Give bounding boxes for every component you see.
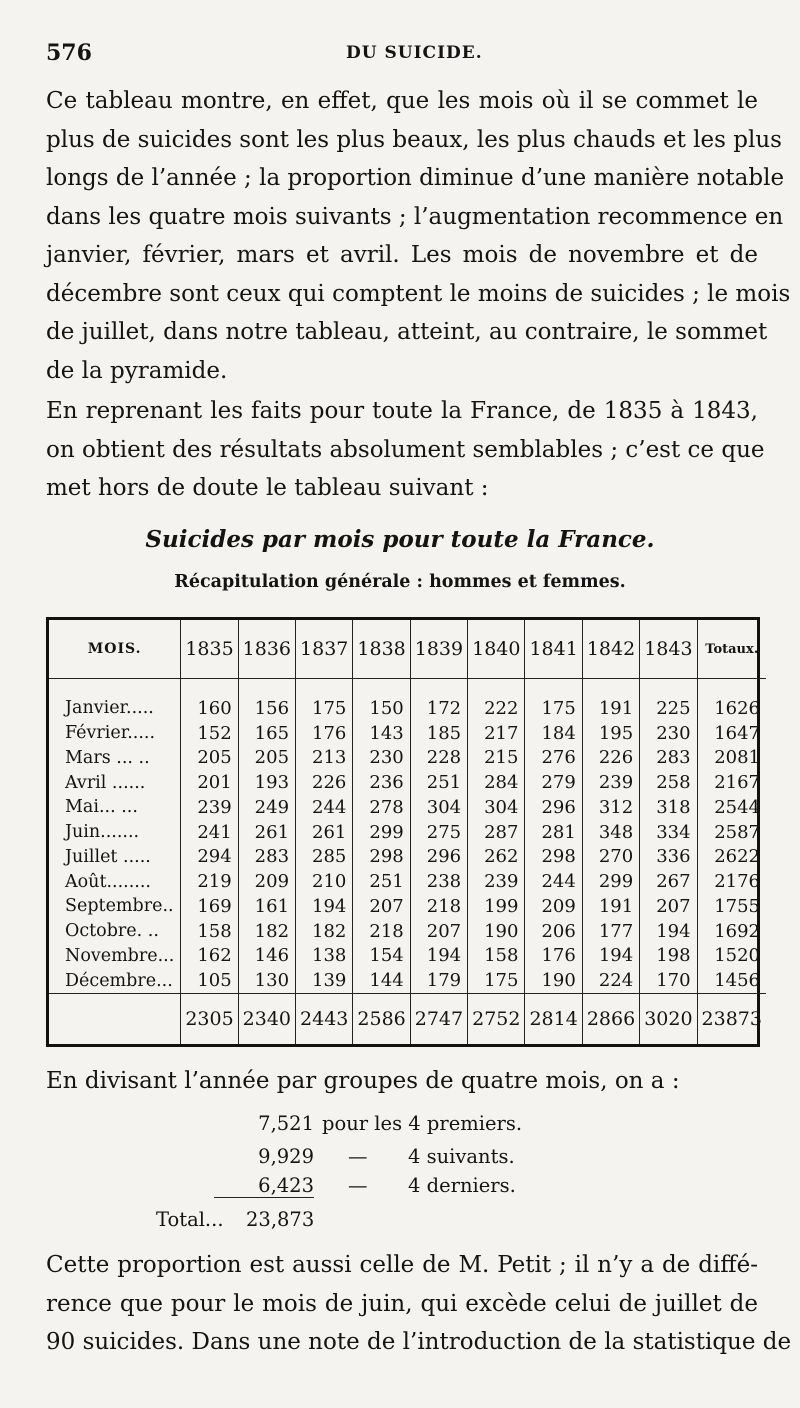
value-cell: 1755: [697, 894, 766, 919]
group-number: 9,929: [258, 1145, 314, 1168]
text-line: 90 suicides. Dans une note de l’introduction de la statistique de: [46, 1329, 792, 1355]
value-cell: 283: [640, 745, 697, 770]
value-cell: 226: [582, 745, 639, 770]
value-cell: 158: [181, 919, 238, 944]
value-cell: 199: [468, 894, 525, 919]
second-paragraph: [46, 392, 765, 508]
value-cell: 287: [468, 820, 525, 845]
value-cell: 209: [238, 869, 295, 894]
value-cell: 146: [238, 943, 295, 968]
value-cell: 219: [181, 869, 238, 894]
month-cell: Janvier.....: [65, 698, 154, 719]
text-line: longs de l’année ; la proportion diminue d’une manière notable: [46, 165, 785, 191]
intro-paragraph: [46, 82, 791, 390]
value-cell: 209: [525, 894, 582, 919]
header-cell-year: 1838: [353, 620, 410, 679]
value-cell: 312: [582, 795, 639, 820]
value-cell: 238: [410, 869, 467, 894]
spacer-cell: [353, 679, 410, 696]
text-line: Cette proportion est aussi celle de M. Petit ; il n’y a de diffé-: [46, 1252, 758, 1278]
header-cell-year: 1841: [525, 620, 582, 679]
header-row: [49, 620, 766, 679]
value-cell: 318: [640, 795, 697, 820]
total-cell: 2752: [468, 994, 525, 1045]
value-cell: 239: [181, 795, 238, 820]
total-cell: 2866: [582, 994, 639, 1045]
value-cell: 176: [525, 943, 582, 968]
value-cell: 304: [468, 795, 525, 820]
value-cell: 241: [181, 820, 238, 845]
group-text: pour les 4 premiers.: [322, 1112, 523, 1135]
value-cell: 206: [525, 919, 582, 944]
header-cell-year: 1839: [410, 620, 467, 679]
group-number: 7,521: [258, 1112, 314, 1135]
value-cell: 172: [410, 696, 467, 721]
value-cell: 284: [468, 770, 525, 795]
value-cell: 336: [640, 844, 697, 869]
value-cell: 278: [353, 795, 410, 820]
header-cell-year: 1840: [468, 620, 525, 679]
spacer-cell: [468, 679, 525, 696]
table-row: [49, 919, 766, 944]
table-row: [49, 869, 766, 894]
value-cell: 249: [238, 795, 295, 820]
month-cell: Novembre...: [65, 945, 175, 966]
group-text: 4 suivants.: [408, 1145, 515, 1168]
value-cell: 160: [181, 696, 238, 721]
month-cell: Décembre...: [65, 970, 173, 991]
value-cell: 1520: [697, 943, 766, 968]
value-cell: 2544: [697, 795, 766, 820]
running-title: DU SUICIDE.: [346, 43, 483, 63]
value-cell: 261: [296, 820, 353, 845]
value-cell: 230: [640, 721, 697, 746]
group-number: 6,423: [214, 1174, 314, 1198]
total-cell: 2305: [181, 994, 238, 1045]
text-line: rence que pour le mois de juin, qui excède celui de juillet de: [46, 1290, 758, 1317]
value-cell: 276: [525, 745, 582, 770]
table-subtitle: Récapitulation générale : hommes et femmes.: [174, 572, 626, 592]
spacer-cell: [296, 679, 353, 696]
value-cell: 348: [582, 820, 639, 845]
value-cell: 190: [525, 968, 582, 993]
value-cell: 226: [296, 770, 353, 795]
table-row: [49, 844, 766, 869]
month-cell: Avril ......: [65, 772, 146, 793]
group-total-number: 23,873: [246, 1208, 315, 1231]
value-cell: 1647: [697, 721, 766, 746]
month-cell: Juillet .....: [65, 846, 151, 867]
value-cell: 185: [410, 721, 467, 746]
month-cell: Octobre. ..: [65, 921, 159, 941]
value-cell: 205: [238, 745, 295, 770]
value-cell: 217: [468, 721, 525, 746]
spacer-cell: [525, 679, 582, 696]
table-row: [49, 795, 766, 820]
text-line: En divisant l’année par groupes de quatre mois, on a :: [46, 1068, 680, 1094]
table-row: [49, 745, 766, 770]
value-cell: 239: [468, 869, 525, 894]
value-cell: 184: [525, 721, 582, 746]
value-cell: 298: [525, 844, 582, 869]
value-cell: 296: [410, 844, 467, 869]
value-cell: 198: [640, 943, 697, 968]
value-cell: 177: [582, 919, 639, 944]
page-number: 576: [46, 40, 92, 66]
spacer-row: [49, 679, 766, 696]
header-cell-year: 1842: [582, 620, 639, 679]
month-cell: Septembre..: [65, 896, 174, 917]
closing-paragraph: [46, 1246, 792, 1362]
spacer-cell: [410, 679, 467, 696]
group-row: [0, 1145, 800, 1173]
group-summary: [0, 1112, 800, 1242]
header-cell-month: MOIS.: [49, 620, 181, 679]
value-cell: 299: [353, 820, 410, 845]
total-cell: 2747: [410, 994, 467, 1045]
value-cell: 144: [353, 968, 410, 993]
value-cell: 1626: [697, 696, 766, 721]
value-cell: 190: [468, 919, 525, 944]
value-cell: 236: [353, 770, 410, 795]
value-cell: 270: [582, 844, 639, 869]
value-cell: 218: [410, 894, 467, 919]
value-cell: 1456: [697, 968, 766, 993]
value-cell: 138: [296, 943, 353, 968]
text-line: En reprenant les faits pour toute la France, de 1835 à 1843,: [46, 398, 758, 424]
value-cell: 251: [410, 770, 467, 795]
value-cell: 191: [582, 894, 639, 919]
value-cell: 179: [410, 968, 467, 993]
totals-label-cell: [49, 994, 181, 1045]
table-row: [49, 770, 766, 795]
value-cell: 156: [238, 696, 295, 721]
text-line: on obtient des résultats absolument semblables ; c’est ce que: [46, 436, 765, 463]
value-cell: 191: [582, 696, 639, 721]
value-cell: 222: [468, 696, 525, 721]
value-cell: 225: [640, 696, 697, 721]
header-cell-year: 1836: [238, 620, 295, 679]
value-cell: 161: [238, 894, 295, 919]
page-header: [46, 40, 758, 70]
table-row: [49, 721, 766, 746]
value-cell: 175: [468, 968, 525, 993]
spacer-cell: [697, 679, 766, 696]
value-cell: 2622: [697, 844, 766, 869]
value-cell: 334: [640, 820, 697, 845]
table-row: [49, 943, 766, 968]
value-cell: 215: [468, 745, 525, 770]
month-cell: Août........: [65, 871, 151, 892]
month-cell: Février.....: [65, 723, 156, 743]
value-cell: 169: [181, 894, 238, 919]
text-line: de la pyramide.: [46, 357, 228, 384]
value-cell: 2167: [697, 770, 766, 795]
total-cell: 2443: [296, 994, 353, 1045]
value-cell: 170: [640, 968, 697, 993]
spacer-cell: [49, 679, 181, 696]
text-line: janvier, février, mars et avril. Les mois de novembre et de: [46, 242, 758, 268]
value-cell: 283: [238, 844, 295, 869]
data-table: [49, 620, 766, 1044]
header-cell-year: 1835: [181, 620, 238, 679]
group-total-label: Total...: [156, 1208, 224, 1231]
value-cell: 182: [238, 919, 295, 944]
value-cell: 294: [181, 844, 238, 869]
value-cell: 244: [525, 869, 582, 894]
value-cell: 213: [296, 745, 353, 770]
value-cell: 281: [525, 820, 582, 845]
value-cell: 262: [468, 844, 525, 869]
value-cell: 194: [582, 943, 639, 968]
value-cell: 285: [296, 844, 353, 869]
value-cell: 2176: [697, 869, 766, 894]
text-line: décembre sont ceux qui comptent le moins de suicides ; le mois: [46, 280, 791, 307]
group-dash: —: [348, 1174, 368, 1197]
text-line: met hors de doute le tableau suivant :: [46, 475, 489, 501]
value-cell: 224: [582, 968, 639, 993]
table-row: [49, 696, 766, 721]
suicide-table: [46, 617, 760, 1047]
value-cell: 182: [296, 919, 353, 944]
value-cell: 1692: [697, 919, 766, 944]
month-cell: Mars ... ..: [65, 747, 150, 768]
total-cell: 2586: [353, 994, 410, 1045]
header-cell-year: 1837: [296, 620, 353, 679]
month-cell: Juin.......: [65, 822, 140, 842]
total-cell: 3020: [640, 994, 697, 1045]
value-cell: 210: [296, 869, 353, 894]
text-line: dans les quatre mois suivants ; l’augmentation recommence en: [46, 203, 784, 230]
value-cell: 195: [582, 721, 639, 746]
value-cell: 154: [353, 943, 410, 968]
value-cell: 150: [353, 696, 410, 721]
value-cell: 207: [353, 894, 410, 919]
value-cell: 304: [410, 795, 467, 820]
group-text: 4 derniers.: [408, 1174, 516, 1197]
value-cell: 176: [296, 721, 353, 746]
value-cell: 298: [353, 844, 410, 869]
value-cell: 267: [640, 869, 697, 894]
value-cell: 258: [640, 770, 697, 795]
value-cell: 105: [181, 968, 238, 993]
total-cell: 2340: [238, 994, 295, 1045]
month-cell: Mai... ...: [65, 797, 138, 818]
table-body: [49, 679, 766, 994]
value-cell: 296: [525, 795, 582, 820]
division-paragraph: [46, 1062, 758, 1101]
value-cell: 158: [468, 943, 525, 968]
value-cell: 152: [181, 721, 238, 746]
value-cell: 261: [238, 820, 295, 845]
value-cell: 251: [353, 869, 410, 894]
text-line: de juillet, dans notre tableau, atteint, au contraire, le sommet: [46, 319, 768, 345]
value-cell: 218: [353, 919, 410, 944]
value-cell: 193: [238, 770, 295, 795]
spacer-cell: [181, 679, 238, 696]
text-line: Ce tableau montre, en effet, que les mois où il se commet le: [46, 88, 758, 114]
value-cell: 175: [525, 696, 582, 721]
text-line: plus de suicides sont les plus beaux, les plus chauds et les plus: [46, 126, 782, 153]
spacer-cell: [640, 679, 697, 696]
value-cell: 228: [410, 745, 467, 770]
value-cell: 244: [296, 795, 353, 820]
value-cell: 175: [296, 696, 353, 721]
value-cell: 205: [181, 745, 238, 770]
value-cell: 275: [410, 820, 467, 845]
group-row: [0, 1112, 800, 1140]
value-cell: 279: [525, 770, 582, 795]
total-cell: 23873: [697, 994, 766, 1045]
totals-row: [49, 994, 766, 1045]
value-cell: 194: [410, 943, 467, 968]
value-cell: 139: [296, 968, 353, 993]
value-cell: 299: [582, 869, 639, 894]
value-cell: 201: [181, 770, 238, 795]
value-cell: 207: [640, 894, 697, 919]
value-cell: 2587: [697, 820, 766, 845]
group-row: [0, 1174, 800, 1202]
header-cell-year: 1843: [640, 620, 697, 679]
group-dash: —: [348, 1145, 368, 1168]
table-title: Suicides par mois pour toute la France.: [145, 526, 655, 553]
table-row: [49, 894, 766, 919]
total-cell: 2814: [525, 994, 582, 1045]
group-total-row: [0, 1208, 800, 1236]
spacer-cell: [238, 679, 295, 696]
value-cell: 207: [410, 919, 467, 944]
value-cell: 165: [238, 721, 295, 746]
table-row: [49, 968, 766, 993]
value-cell: 130: [238, 968, 295, 993]
value-cell: 162: [181, 943, 238, 968]
value-cell: 2081: [697, 745, 766, 770]
value-cell: 143: [353, 721, 410, 746]
value-cell: 194: [640, 919, 697, 944]
value-cell: 239: [582, 770, 639, 795]
value-cell: 230: [353, 745, 410, 770]
value-cell: 194: [296, 894, 353, 919]
spacer-cell: [582, 679, 639, 696]
header-cell-totals: Totaux.: [697, 620, 766, 679]
table-row: [49, 820, 766, 845]
